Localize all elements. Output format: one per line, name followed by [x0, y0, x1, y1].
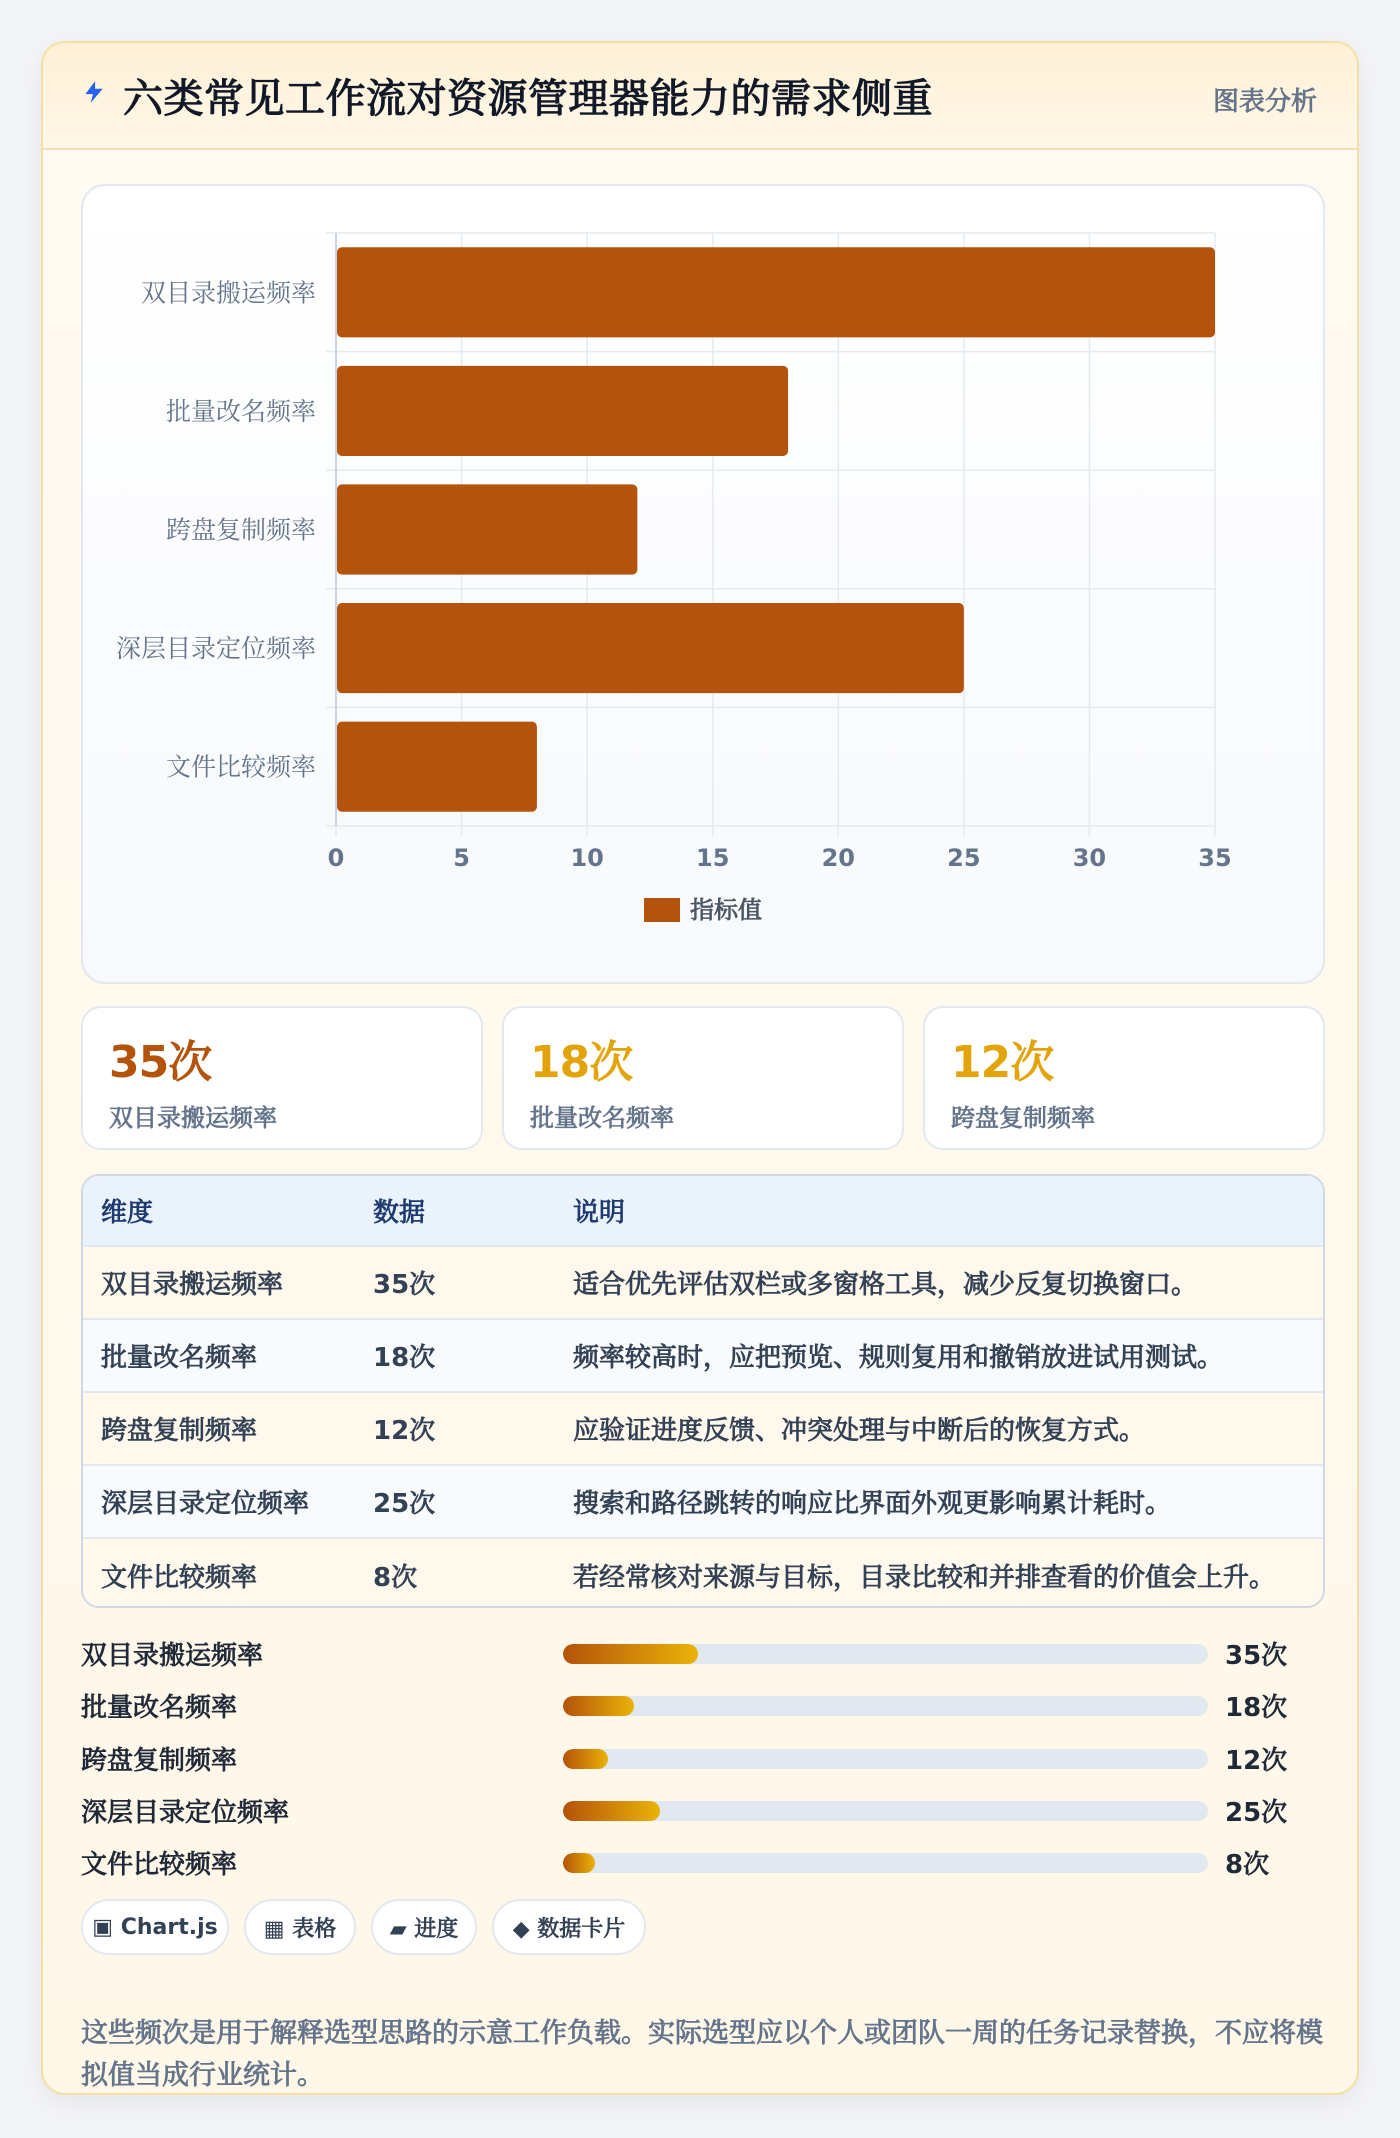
category-label: 文件比较频率: [165, 752, 316, 782]
bar: [337, 247, 1215, 337]
progress-track: [563, 1749, 1208, 1769]
table-cell: 25次: [373, 1489, 436, 1519]
table-row: [83, 1392, 1323, 1465]
table-cell: 应验证进度反馈、冲突处理与中断后的恢复方式。: [573, 1416, 1146, 1446]
progress-fill: [563, 1644, 698, 1664]
table-cell: 文件比较频率: [101, 1562, 258, 1593]
chart-panel: [81, 184, 1325, 984]
bar: [337, 722, 537, 812]
bar: [337, 366, 788, 456]
bar: [337, 603, 964, 693]
stat-label: 跨盘复制频率: [951, 1104, 1095, 1132]
header-tag: 图表分析: [1212, 87, 1317, 117]
progress-track: [563, 1853, 1208, 1873]
tick-label: 5: [453, 844, 470, 872]
bar: [337, 484, 637, 574]
legend-label: 指标值: [690, 896, 762, 924]
chip-progress[interactable]: ▰ 进度: [371, 1899, 477, 1955]
tick-label: 15: [696, 844, 730, 872]
table-cell: 适合优先评估双栏或多窗格工具，减少反复切换窗口。: [573, 1270, 1198, 1300]
card-header: [43, 43, 1357, 150]
progress-value: 18次: [1225, 1693, 1288, 1723]
table-cell: 35次: [373, 1270, 436, 1300]
column-header: 维度: [101, 1198, 154, 1228]
progress-label: 跨盘复制频率: [81, 1746, 238, 1776]
tick-label: 10: [570, 844, 604, 872]
page-title: 六类常见工作流对资源管理器能力的需求侧重: [123, 76, 933, 122]
table-row: [83, 1538, 1323, 1608]
bar-chart: [83, 186, 1327, 986]
table-cell: 批量改名频率: [101, 1343, 258, 1373]
stat-value: 35次: [109, 1037, 212, 1088]
tick-label: 35: [1198, 844, 1232, 872]
table-cell: 深层目录定位频率: [101, 1489, 310, 1519]
progress-fill: [563, 1801, 660, 1821]
progress-value: 25次: [1225, 1798, 1288, 1828]
progress-value: 35次: [1225, 1641, 1288, 1671]
tick-label: 25: [947, 844, 981, 872]
progress-row: [81, 1683, 1325, 1723]
column-header: 数据: [373, 1198, 426, 1228]
stat-label: 双目录搬运频率: [109, 1104, 277, 1132]
progress-label: 批量改名频率: [81, 1693, 238, 1723]
progress-track: [563, 1801, 1208, 1821]
progress-fill: [563, 1749, 608, 1769]
category-label: 跨盘复制频率: [165, 515, 316, 545]
tick-label: 30: [1072, 844, 1107, 872]
progress-row: [81, 1631, 1325, 1671]
progress-fill: [563, 1696, 634, 1716]
progress-value: 12次: [1225, 1746, 1288, 1776]
chip-table[interactable]: ▦ 表格: [244, 1899, 356, 1955]
stat-label: 批量改名频率: [530, 1104, 674, 1132]
tick-label: 0: [327, 844, 345, 872]
category-label: 批量改名频率: [165, 396, 316, 426]
legend-swatch: [644, 898, 680, 922]
progress-value: 8次: [1225, 1850, 1270, 1880]
stat-card: [502, 1006, 904, 1150]
main-card: [41, 41, 1359, 2095]
data-table: [81, 1174, 1325, 1608]
progress-track: [563, 1696, 1208, 1716]
progress-label: 文件比较频率: [81, 1850, 238, 1880]
stat-value: 18次: [530, 1037, 633, 1088]
table-cell: 跨盘复制频率: [101, 1416, 258, 1446]
stat-card: [923, 1006, 1325, 1150]
table-cell: 频率较高时，应把预览、规则复用和撤销放进试用测试。: [573, 1343, 1224, 1373]
table-row: [83, 1319, 1323, 1392]
table-cell: 双目录搬运频率: [101, 1270, 284, 1300]
progress-row: [81, 1736, 1325, 1776]
chip-data-card[interactable]: ◆ 数据卡片: [492, 1899, 646, 1955]
progress-fill: [563, 1853, 595, 1873]
category-label: 双目录搬运频率: [140, 278, 316, 308]
progress-label: 深层目录定位频率: [81, 1798, 290, 1828]
table-row: [83, 1246, 1323, 1319]
bolt-icon: [81, 79, 107, 105]
chip-chartjs[interactable]: ▣ Chart.js: [81, 1899, 229, 1955]
stat-card: [81, 1006, 483, 1150]
stat-value: 12次: [951, 1037, 1054, 1088]
table-cell: 8次: [373, 1562, 418, 1593]
tick-label: 20: [821, 844, 855, 872]
table-cell: 18次: [373, 1343, 436, 1373]
progress-track: [563, 1644, 1208, 1664]
table-header-row: [83, 1176, 1323, 1246]
table-cell: 12次: [373, 1416, 436, 1446]
table-cell: 若经常核对来源与目标，目录比较和并排查看的价值会上升。: [573, 1562, 1276, 1593]
table-cell: 搜索和路径跳转的响应比界面外观更影响累计耗时。: [573, 1489, 1172, 1519]
table-row: [83, 1465, 1323, 1538]
category-label: 深层目录定位频率: [115, 634, 316, 664]
progress-label: 双目录搬运频率: [81, 1641, 264, 1671]
progress-row: [81, 1840, 1325, 1880]
progress-row: [81, 1788, 1325, 1828]
column-header: 说明: [573, 1198, 626, 1228]
footnote: 这些频次是用于解释选型思路的示意工作负载。实际选型应以个人或团队一周的任务记录替换，不应将模拟值当成行业统计。: [81, 2018, 1323, 2091]
